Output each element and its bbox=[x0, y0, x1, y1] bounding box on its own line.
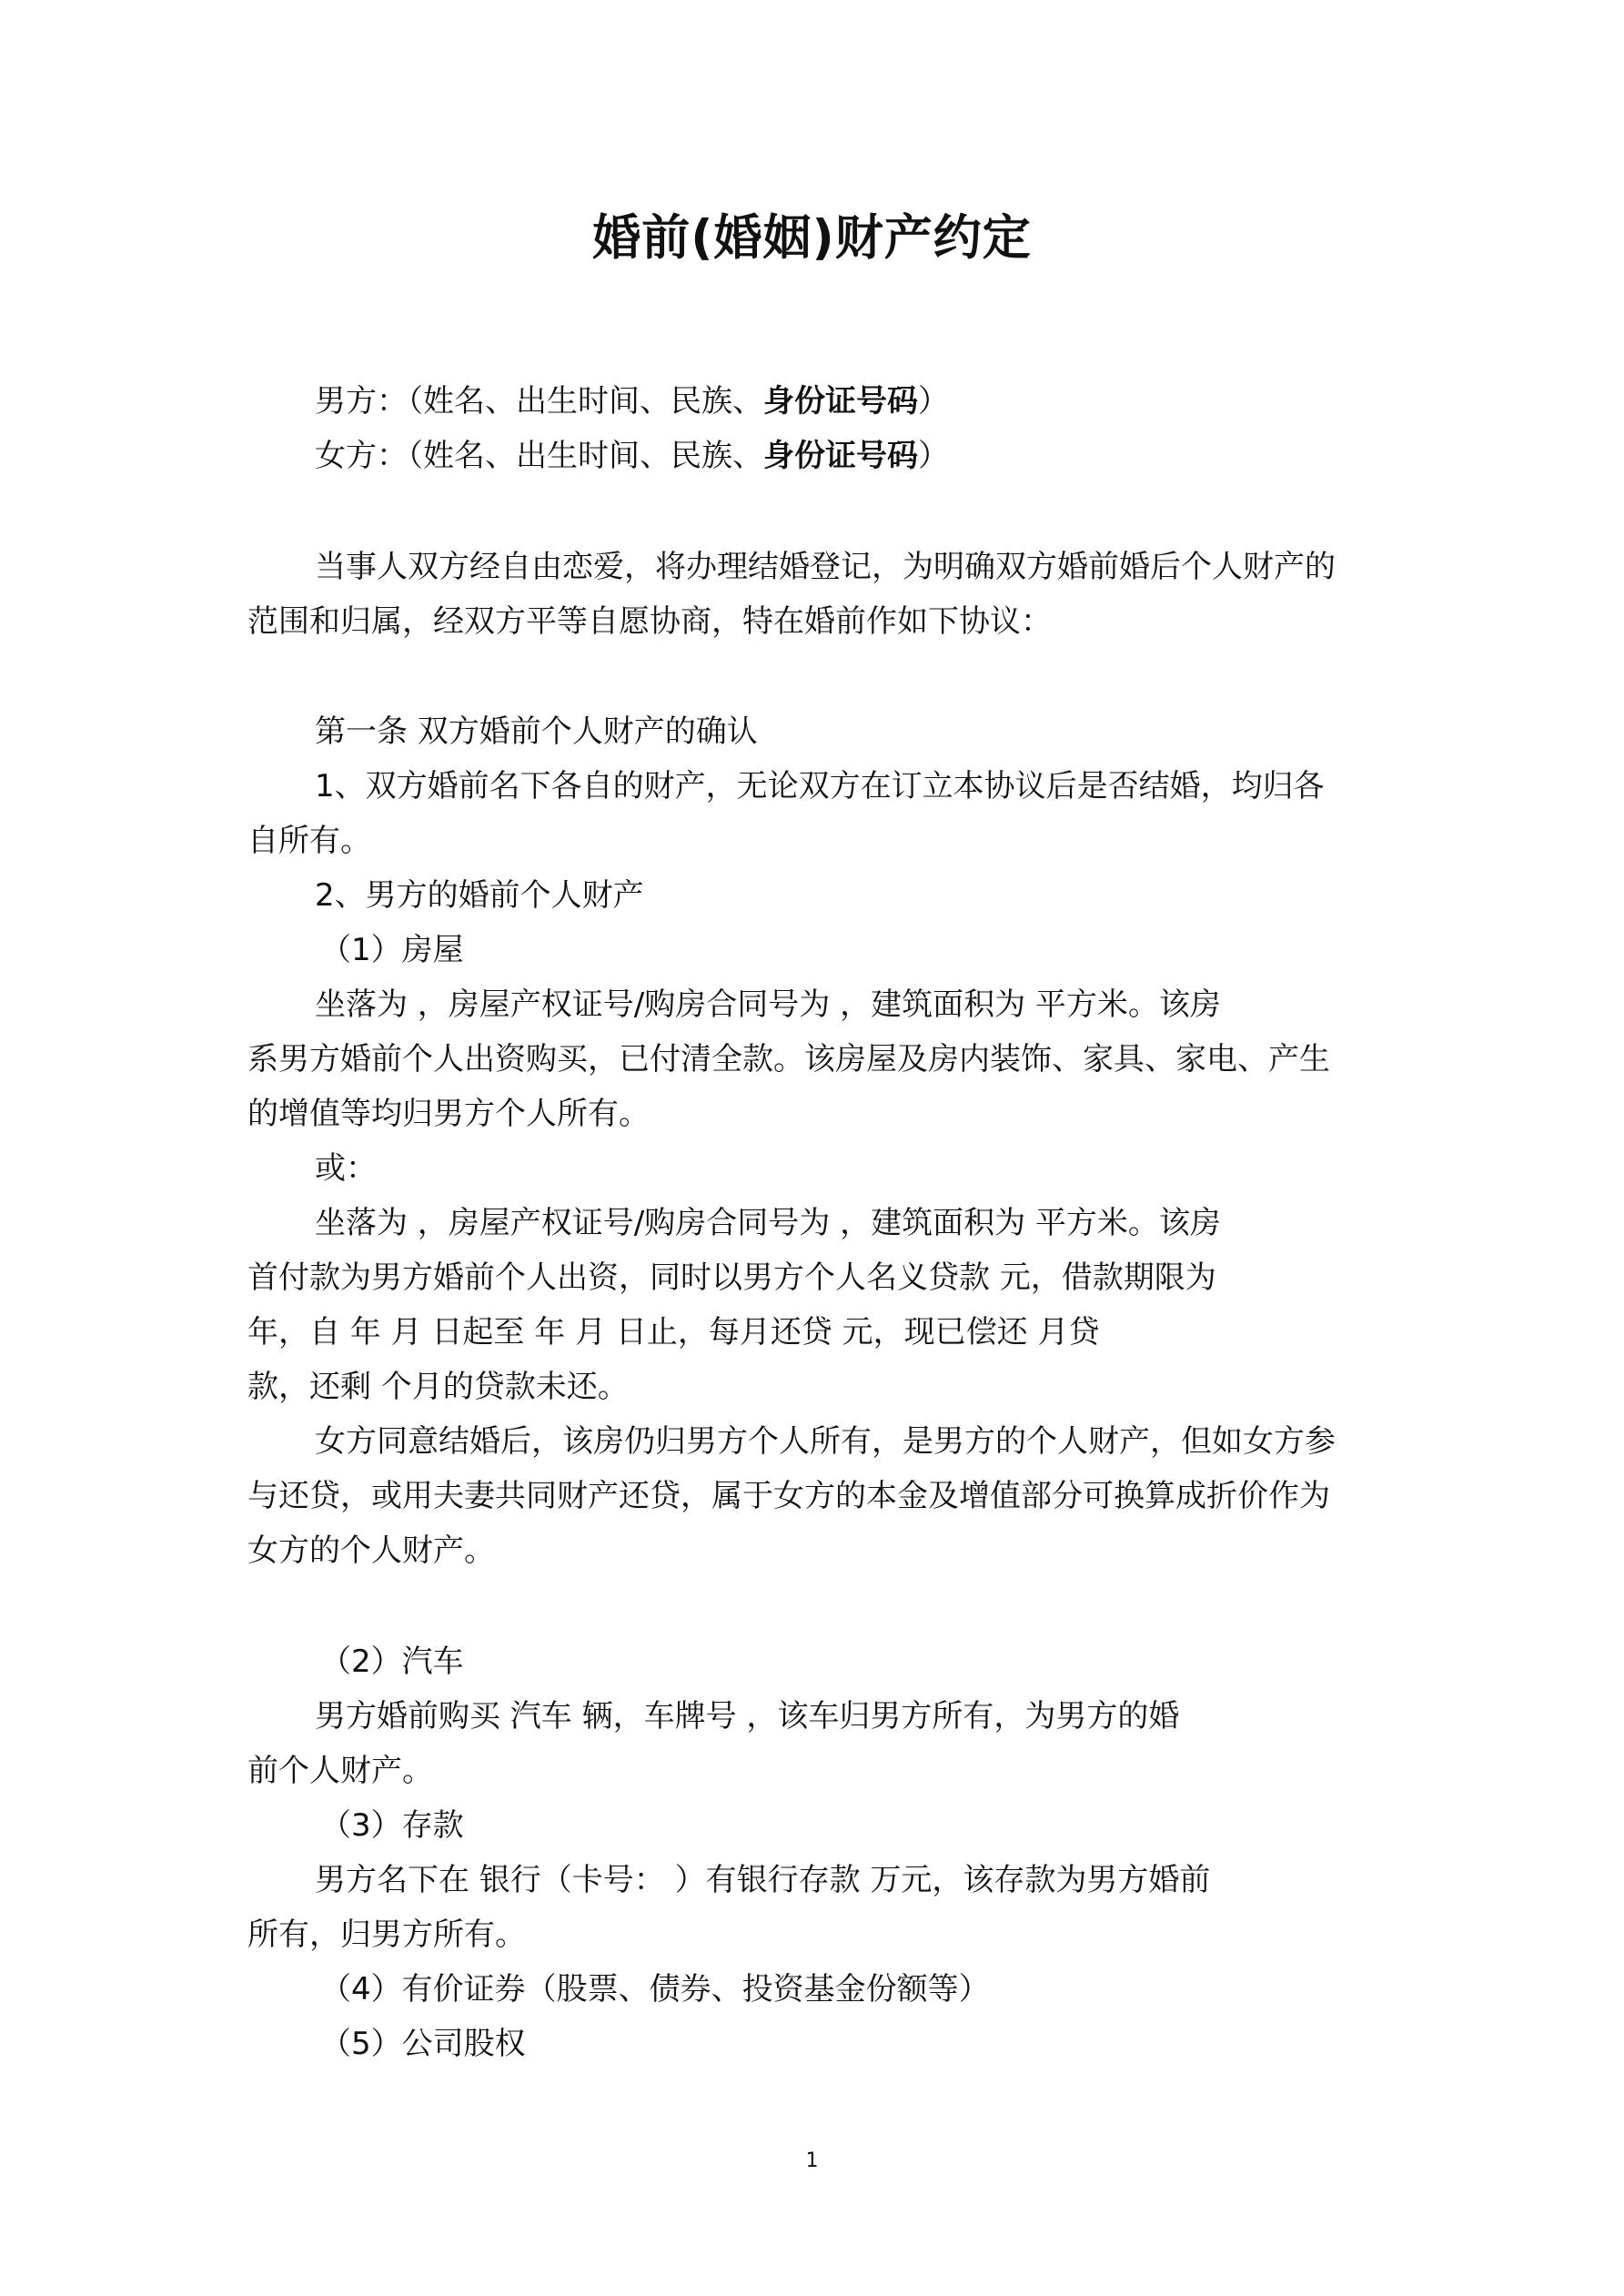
female-id-number-label: 身份证号码 bbox=[763, 438, 918, 474]
house-or-label: 或： bbox=[315, 1150, 377, 1187]
deposit-text-line: 所有，归男方所有。 bbox=[247, 1917, 526, 1953]
car-heading: （2）汽车 bbox=[320, 1644, 464, 1680]
house-agreement-line: 女方同意结婚后，该房仍归男方个人所有，是男方的个人财产，但如女方参 bbox=[315, 1423, 1336, 1460]
car-text-line: 前个人财产。 bbox=[247, 1753, 433, 1789]
article-1-heading: 第一条 双方婚前个人财产的确认 bbox=[315, 713, 758, 750]
male-party-label: 男方：（姓名、出生时间、民族、 bbox=[315, 383, 763, 420]
house-agreement-line: 女方的个人财产。 bbox=[247, 1532, 495, 1569]
house-agreement-line: 与还贷，或用夫妻共同财产还贷，属于女方的本金及增值部分可换算成折价作为 bbox=[247, 1478, 1330, 1514]
equity-heading: （5）公司股权 bbox=[320, 2026, 526, 2062]
female-party-line bbox=[315, 436, 949, 476]
house-option-a-line: 系男方婚前个人出资购买，已付清全款。该房屋及房内装饰、家具、家电、产生 bbox=[247, 1041, 1330, 1077]
house-option-a-line: 坐落为 ，房屋产权证号/购房合同号为 ，建筑面积为 平方米。该房 bbox=[315, 986, 1221, 1023]
clause-1-line: 1、双方婚前名下各自的财产，无论双方在订立本协议后是否结婚，均归各 bbox=[315, 768, 1325, 804]
house-heading: （1）房屋 bbox=[320, 932, 464, 968]
deposit-heading: （3）存款 bbox=[320, 1807, 464, 1844]
securities-heading: （4）有价证券（股票、债券、投资基金份额等） bbox=[320, 1971, 990, 2008]
clause-2-heading: 2、男方的婚前个人财产 bbox=[315, 877, 644, 914]
female-party-close: ） bbox=[918, 438, 949, 474]
male-party-close: ） bbox=[918, 383, 949, 420]
house-option-a-line: 的增值等均归男方个人所有。 bbox=[247, 1096, 650, 1132]
female-party-label: 女方：（姓名、出生时间、民族、 bbox=[315, 438, 763, 474]
male-party-line bbox=[315, 381, 949, 421]
house-option-b-line: 款，还剩 个月的贷款未还。 bbox=[247, 1369, 629, 1405]
clause-1-line: 自所有。 bbox=[247, 823, 371, 859]
document-title: 婚前(婚姻)财产约定 bbox=[592, 210, 1032, 266]
deposit-text-line: 男方名下在 银行（卡号： ）有银行存款 万元，该存款为男方婚前 bbox=[315, 1862, 1211, 1898]
page-number: 1 bbox=[805, 2149, 819, 2172]
male-id-number-label: 身份证号码 bbox=[763, 383, 918, 420]
house-option-b-line: 坐落为 ，房屋产权证号/购房合同号为 ，建筑面积为 平方米。该房 bbox=[315, 1205, 1221, 1241]
preamble-line: 范围和归属，经双方平等自愿协商，特在婚前作如下协议： bbox=[247, 603, 1052, 640]
preamble-line: 当事人双方经自由恋爱，将办理结婚登记，为明确双方婚前婚后个人财产的 bbox=[315, 549, 1336, 585]
house-option-b-line: 首付款为男方婚前个人出资，同时以男方个人名义贷款 元，借款期限为 bbox=[247, 1259, 1216, 1296]
car-text-line: 男方婚前购买 汽车 辆，车牌号 ，该车归男方所有，为男方的婚 bbox=[315, 1698, 1180, 1735]
house-option-b-line: 年，自 年 月 日起至 年 月 日止，每月还贷 元，现已偿还 月贷 bbox=[247, 1314, 1100, 1350]
